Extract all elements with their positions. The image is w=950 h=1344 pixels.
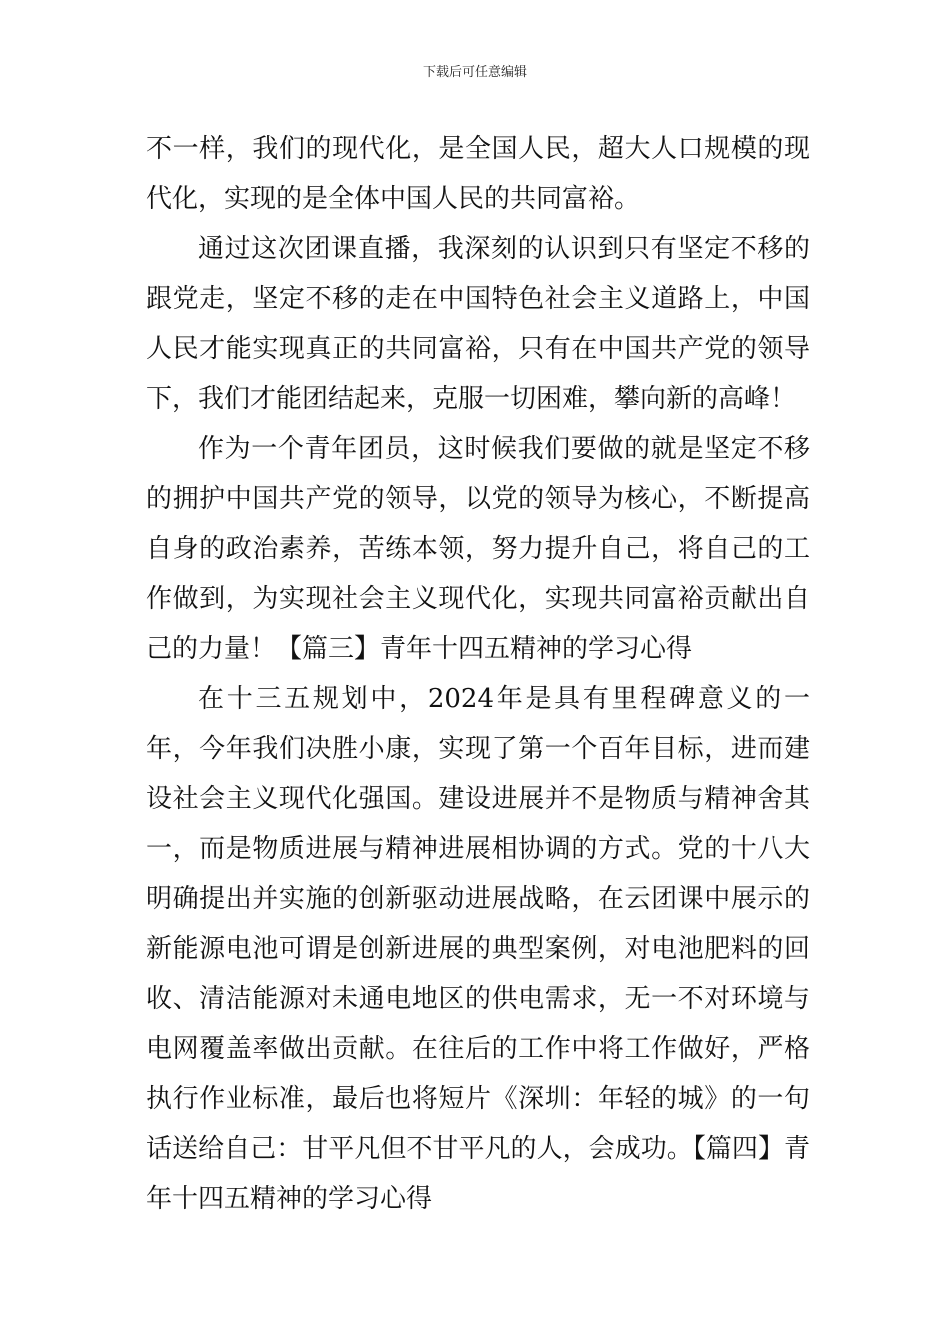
- page-header: 下载后可任意编辑: [422, 65, 527, 80]
- paragraph-4: 在十三五规划中，2024年是具有里程碑意义的一年，今年我们决胜小康，实现了第一个百年目标，进而建设社会主义现代化强国。建设进展并不是物质与精神舍其一，而是物质进展与精神进展相协调的方式。党的十八大明确提出并实施的创新驱动进展战略，在云团课中展示的新能源电池可谓是创新进展的典型案例，对电池肥料的回收、清洁能源对未通电地区的供电需求，无一不对环境与电网覆盖率做出贡献。在往后的工作中将工作做好，严格执行作业标准，最后也将短片《深圳：年轻的城》的一句话送给自己：甘平凡但不甘平凡的人，会成功。【篇四】青年十四五精神的学习心得: [146, 684, 810, 1214]
- paragraph-1: 不一样，我们的现代化，是全国人民，超大人口规模的现代化，实现的是全体中国人民的共同富裕。: [146, 134, 810, 214]
- document-body: [146, 124, 810, 1224]
- paragraph-3: 作为一个青年团员，这时候我们要做的就是坚定不移的拥护中国共产党的领导，以党的领导为核心，不断提高自身的政治素养，苦练本领，努力提升自己，将自己的工作做到，为实现社会主义现代化，实现共同富裕贡献出自己的力量！【篇三】青年十四五精神的学习心得: [146, 434, 810, 664]
- paragraph-2: 通过这次团课直播，我深刻的认识到只有坚定不移的跟党走，坚定不移的走在中国特色社会主义道路上，中国人民才能实现真正的共同富裕，只有在中国共产党的领导下，我们才能团结起来，克服一切困难，攀向新的高峰！: [146, 234, 810, 414]
